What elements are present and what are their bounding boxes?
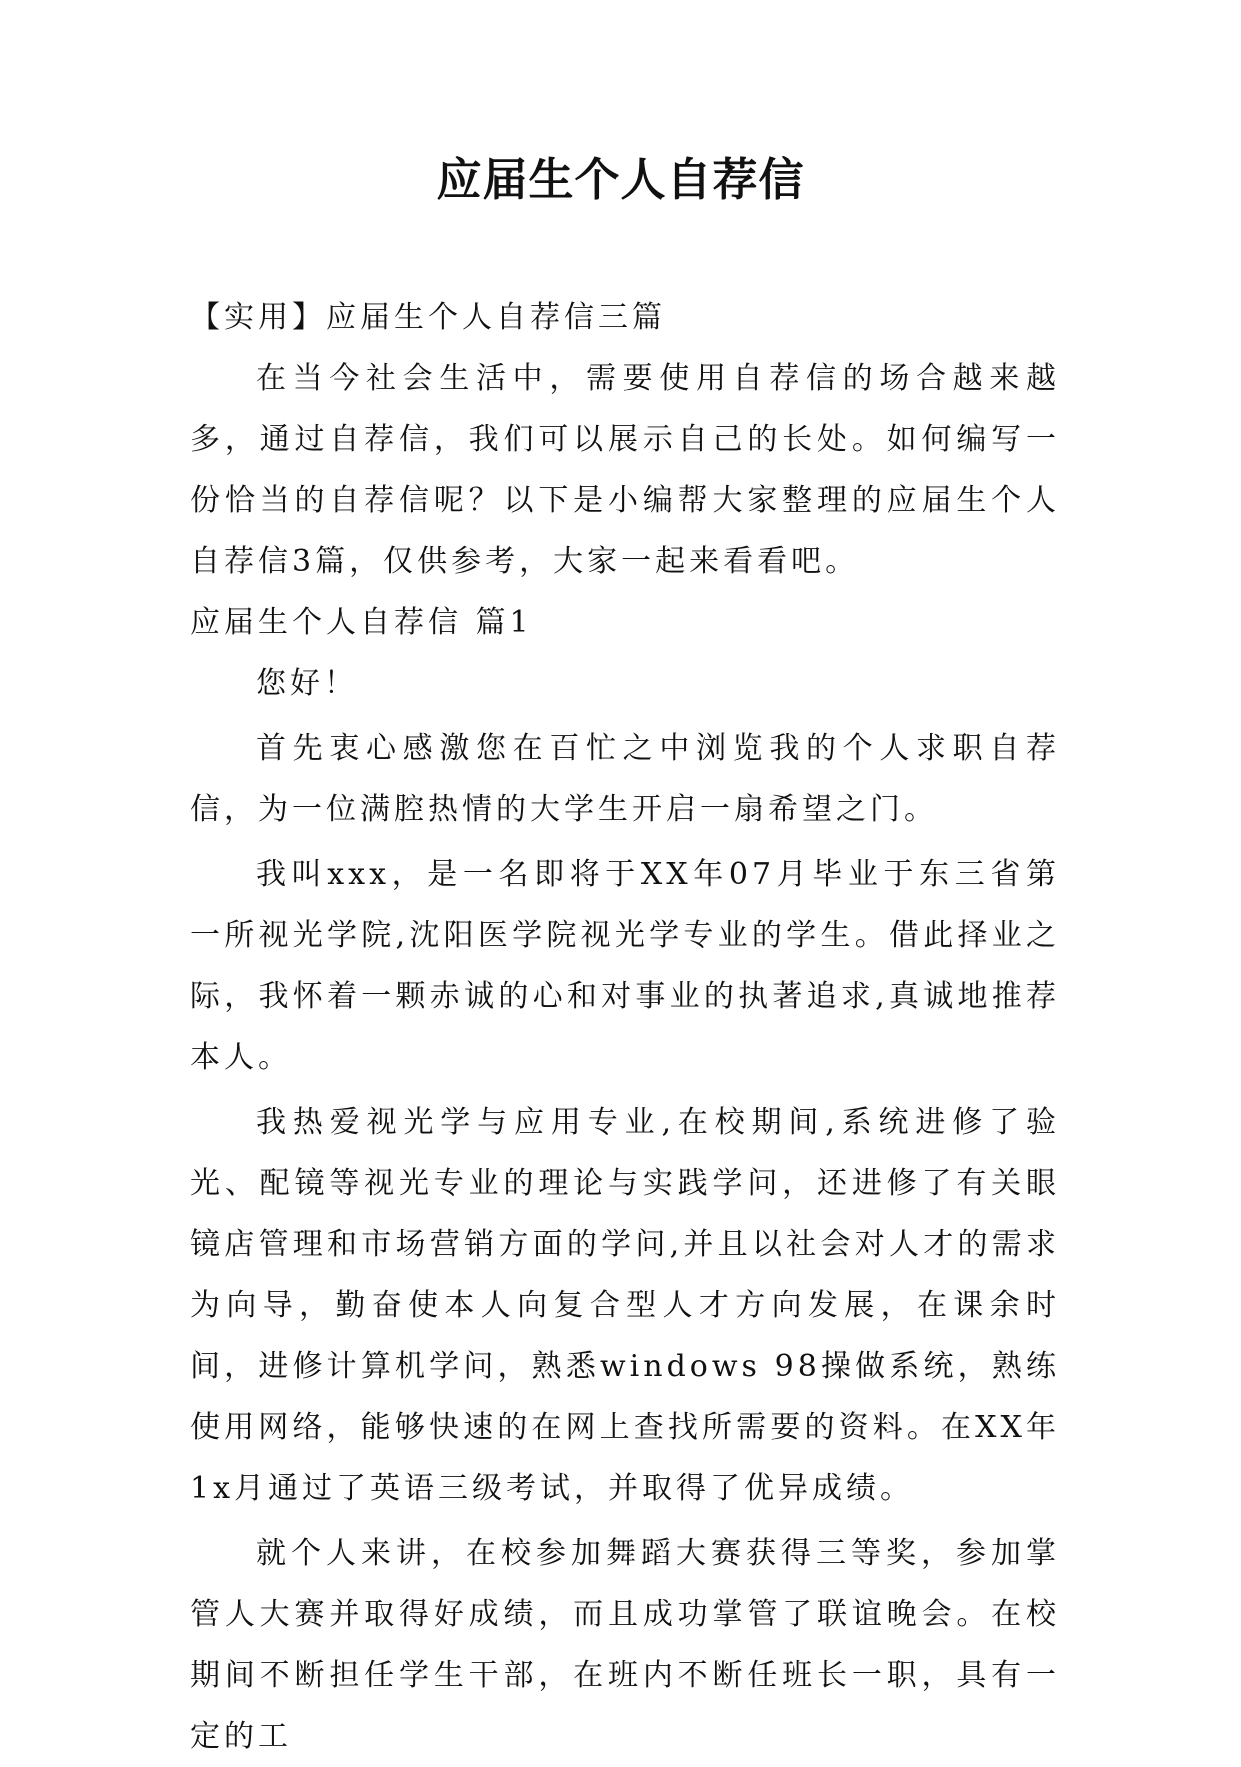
body-paragraph: 我叫xxx，是一名即将于XX年07月毕业于东三省第一所视光学院,沈阳医学院视光学专业的学生。借此择业之际，我怀着一颗赤诚的心和对事业的执著追求,真诚地推荐本人。 xyxy=(190,857,1060,1075)
section-heading: 应届生个人自荐信 篇1 xyxy=(190,605,533,640)
body-paragraph: 就个人来讲，在校参加舞蹈大赛获得三等奖，参加掌管人大赛并取得好成绩，而且成功掌管了联谊晚会。在校期间不断担任学生干部，在班内不断任班长一职，具有一定的工 xyxy=(190,1536,1060,1754)
intro-paragraph: 在当今社会生活中，需要使用自荐信的场合越来越多，通过自荐信，我们可以展示自己的长处。如何编写一份恰当的自荐信呢？以下是小编帮大家整理的应届生个人自荐信3篇，仅供参考，大家一起来看看吧。 xyxy=(190,361,1060,579)
body-paragraph: 首先衷心感激您在百忙之中浏览我的个人求职自荐信，为一位满腔热情的大学生开启一扇希望之门。 xyxy=(190,731,1060,827)
document-body xyxy=(190,287,1060,1767)
document-title: 应届生个人自荐信 xyxy=(436,153,805,206)
greeting: 您好！ xyxy=(256,666,358,701)
body-paragraph: 我热爱视光学与应用专业,在校期间,系统进修了验光、配镜等视光专业的理论与实践学问，还进修了有关眼镜店管理和市场营销方面的学问,并且以社会对人才的需求为向导，勤奋使本人向复合型人才方向发展，在课余时间，进修计算机学问，熟悉windows 98操做系统，熟练使用网络，能够快速的在网上查找所需要的资料。在XX年1x月通过了英语三级考试，并取得了优异成绩。 xyxy=(190,1105,1060,1506)
document-subtitle: 【实用】应届生个人自荐信三篇 xyxy=(190,300,666,335)
